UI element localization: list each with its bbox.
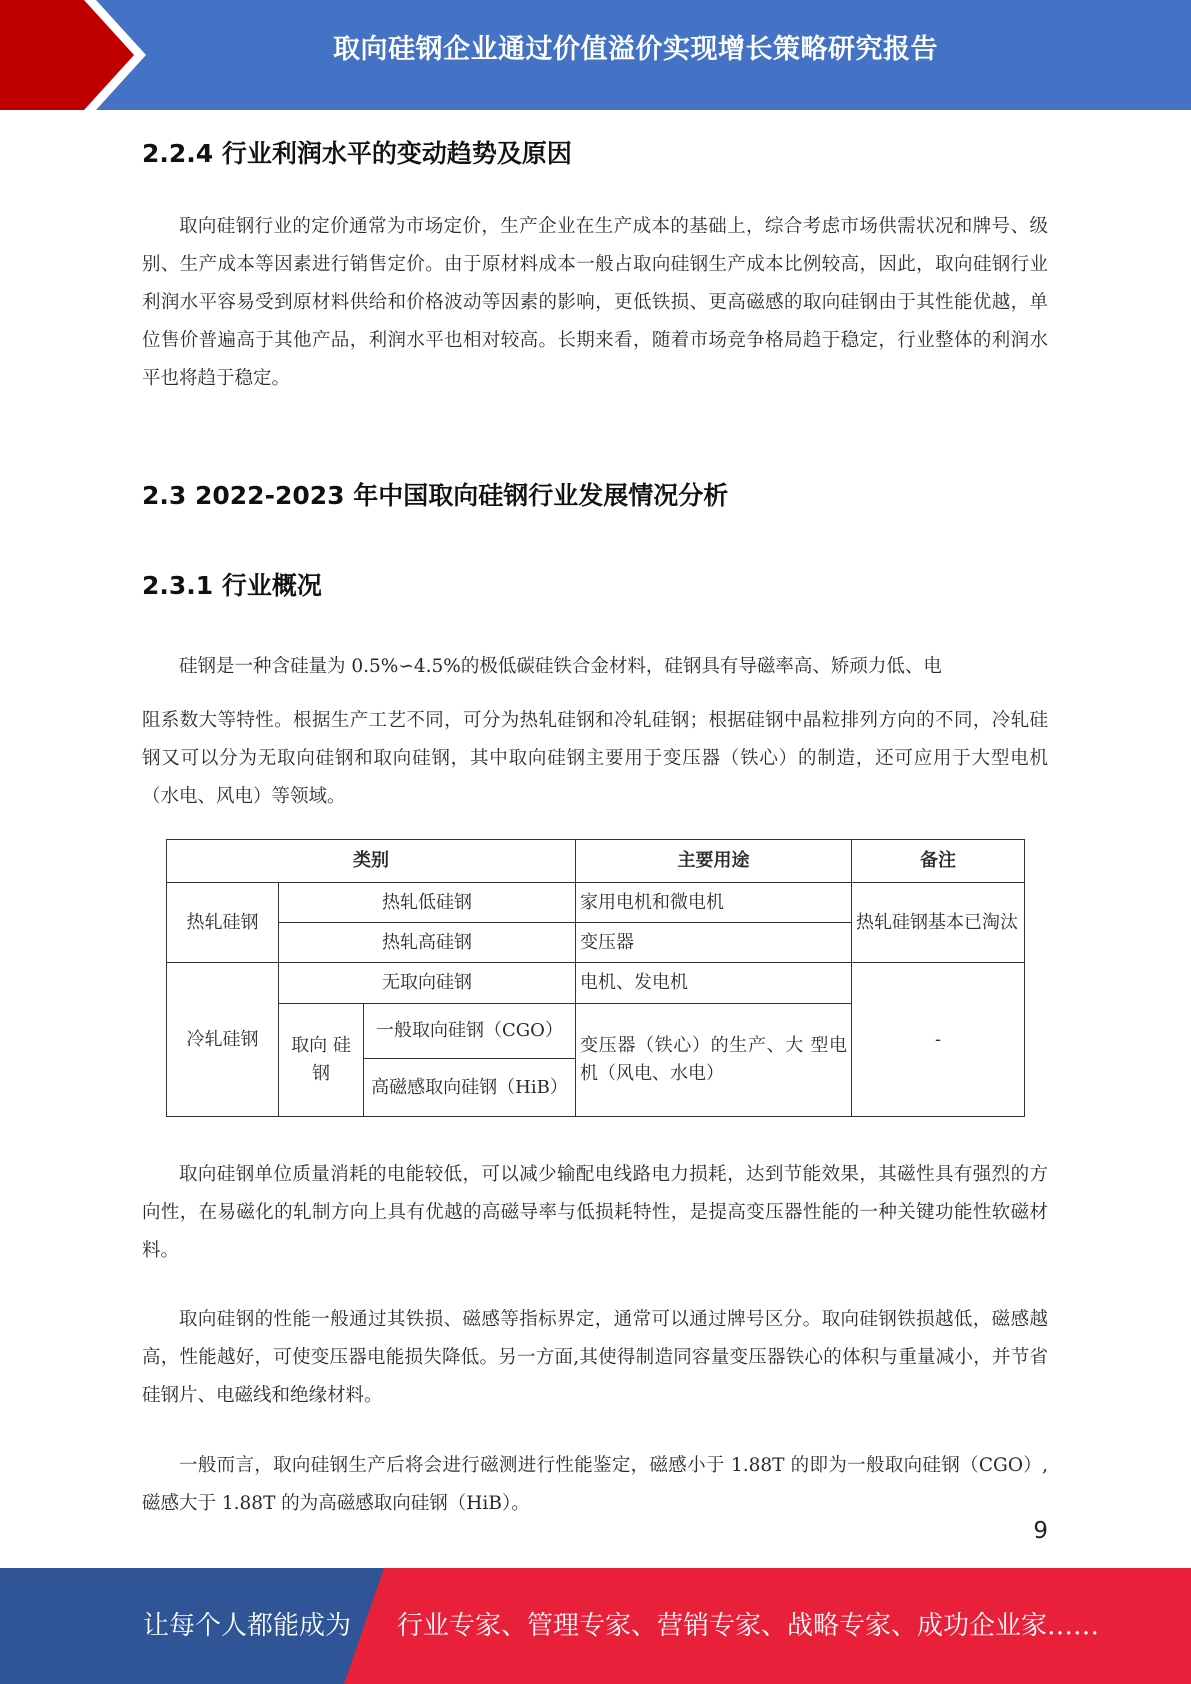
footer-slogan-right: 行业专家、管理专家、营销专家、战略专家、成功企业家…… [397,1611,1100,1641]
table-cell-oriented-usage: 变压器（铁心）的生产、大 型电机（风电、水电） [576,1004,852,1117]
text-line: （CGO）,磁感大于 1.88T 的为高磁感取向硅钢（HiB）。 [142,1455,1049,1514]
table-cell-cold-rolled: 冷轧硅钢 [167,963,279,1117]
text-line: 还可应用于大型电机（水电、风电）等领域。 [142,748,1048,807]
paragraph-oriented-characteristics [142,1156,1048,1270]
table-cell-hot-rolled: 热轧硅钢 [167,883,279,963]
text-line: 随着市场竞争格局趋于稳定，行业整体的利润水平也将趋于稳定。 [142,330,1048,389]
section-heading-2-2-4: 2.2.4 行业利润水平的变动趋势及原因 [142,139,572,168]
table-header-usage: 主要用途 [576,840,852,883]
table-row [167,963,1025,1004]
text-line: 取向硅钢行业的定价通常为市场定价，生产企业在生产成本的基础上，综合考虑市场供需状况 [179,216,954,237]
page-footer [0,1568,1191,1684]
table-header-category: 类别 [167,840,576,883]
text-line: 有强烈的方向性，在易磁化的轧制方向上具有优越的高磁导率与低损耗特性，是提高变压器性能的 [142,1164,1048,1223]
text-line: 和牌号、级别、生产成本等因素进行销售定价。由于原材料成本一般占取向硅钢生产成本比例较 [142,216,1048,275]
table-cell-cgo: 一般取向硅钢（CGO） [364,1004,576,1059]
page-number: 9 [1033,1518,1048,1544]
table-cell-non-oriented: 无取向硅钢 [279,963,576,1004]
section-heading-2-3: 2.3 2022-2023 年中国取向硅钢行业发展情况分析 [142,481,729,510]
table-cell-cold-note: - [852,963,1025,1117]
paragraph-cgo-hib-definition [142,1447,1048,1523]
table-cell-hib: 高磁感取向硅钢（HiB） [364,1059,576,1117]
table-cell-hot-low: 热轧低硅钢 [279,883,576,923]
table-header-row [167,840,1025,883]
header-title: 取向硅钢企业通过价值溢价实现增长策略研究报告 [333,34,938,65]
text-line: 体积与重量减小，并节省硅钢片、电磁线和绝缘材料。 [142,1347,1048,1406]
section-heading-2-3-1: 2.3.1 行业概况 [142,571,322,600]
paragraph-overview-line1: 硅钢是一种含硅量为 0.5%∽4.5%的极低碳硅铁合金材料，硅钢具有导磁率高、矫顽力低、电 [179,656,942,677]
footer-slogan-left: 让每个人都能成为 [143,1611,352,1641]
text-line: 取向硅钢的性能一般通过其铁损、磁感等指标界定，通常可以通过牌号区分。取向硅钢铁损越 [179,1309,954,1330]
table-header-note: 备注 [852,840,1025,883]
text-line: 一种关键功能性软磁材料。 [142,1202,1048,1261]
table-cell-non-oriented-usage: 电机、发电机 [576,963,852,1004]
text-line: 高，因此，取向硅钢行业利润水平容易受到原材料供给和价格波动等因素的影响，更低铁损、更高 [142,254,1048,313]
table-cell-hot-high-usage: 变压器 [576,923,852,963]
table-cell-hot-note: 热轧硅钢基本已淘汰 [852,883,1025,963]
text-line: 磁感的取向硅钢由于其性能优越，单位售价普遍高于其他产品，利润水平也相对较高。长期来看， [142,292,1048,351]
text-line: 低，磁感越高，性能越好，可使变压器电能损失降低。另一方面,其使得制造同容量变压器铁心的 [142,1309,1048,1368]
silicon-steel-classification-table [166,839,1025,1117]
paragraph-profit-trend [142,208,1048,398]
text-line: 取向硅钢单位质量消耗的电能较低，可以减少输配电线路电力损耗，达到节能效果，其磁性具 [179,1164,954,1185]
text-line: 阻系数大等特性。根据生产工艺不同，可分为热轧硅钢和冷轧硅钢；根据硅钢中晶粒排列方向的不 [142,710,954,731]
paragraph-performance-indicators [142,1301,1048,1415]
page-header [0,0,1191,110]
table-cell-hot-high: 热轧高硅钢 [279,923,576,963]
text-line: 同，冷轧硅钢又可以分为无取向硅钢和取向硅钢，其中取向硅钢主要用于变压器（铁心）的制造， [142,710,1048,769]
table-row [167,883,1025,923]
paragraph-overview-rest [142,702,1048,816]
text-line: 一般而言，取向硅钢生产后将会进行磁测进行性能鉴定，磁感小于 1.88T 的即为一般取向硅钢 [179,1455,961,1476]
table-cell-oriented: 取向 硅钢 [279,1004,364,1117]
table-cell-hot-low-usage: 家用电机和微电机 [576,883,852,923]
